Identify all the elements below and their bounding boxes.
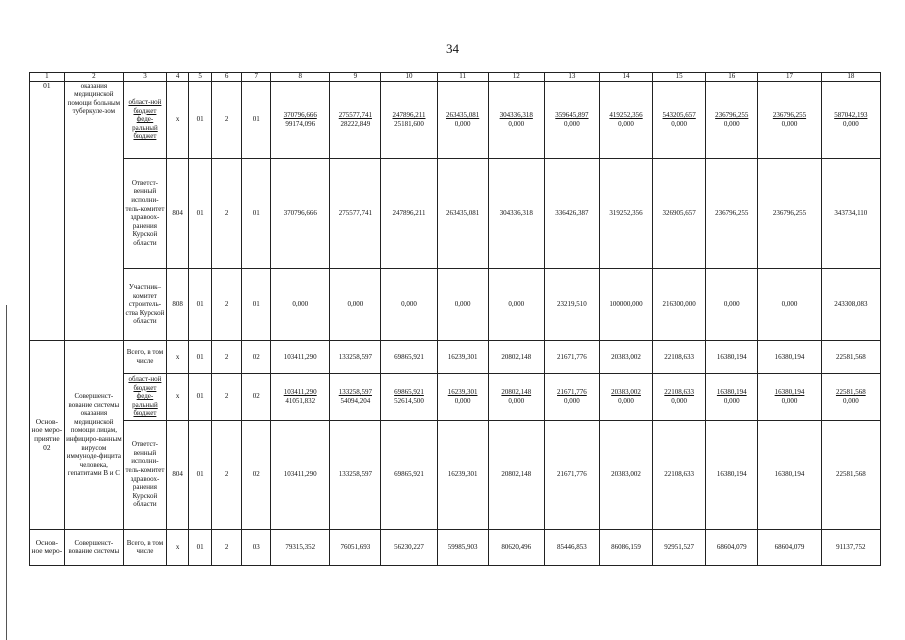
measure-code-cell: 01 (30, 81, 65, 341)
value-cell (488, 373, 544, 420)
value-cell (330, 529, 381, 565)
code-cell-c6: 2 (211, 81, 242, 158)
regional-budget-value: 275577,741 (338, 110, 372, 119)
code-cell-c5: 01 (189, 341, 211, 373)
value-cell (544, 268, 599, 341)
value-cell (706, 529, 758, 565)
code-cell-c4: x (166, 529, 188, 565)
code-cell-c4: x (166, 341, 188, 373)
value-cell (271, 529, 330, 565)
measure-name-cell: оказания медицинской помощи больным туберкуле-зом (64, 81, 123, 341)
value-cell (821, 373, 880, 420)
amount-value: 343734,110 (834, 208, 868, 217)
value-cell (437, 341, 488, 373)
amount-value: 247896,211 (392, 208, 426, 217)
amount-value: 59985,903 (447, 543, 478, 551)
value-cell (381, 529, 437, 565)
column-header: 15 (653, 73, 706, 82)
value-cell (653, 341, 706, 373)
amount-value: 86086,159 (611, 543, 641, 551)
value-cell (544, 158, 599, 268)
value-cell (758, 420, 821, 529)
value-cell (381, 158, 437, 268)
regional-budget-value: 133258,597 (338, 387, 372, 396)
value-cell (821, 268, 880, 341)
value-cell (821, 529, 880, 565)
regional-budget-value: 359645,897 (555, 110, 589, 119)
regional-budget-value: 20802,148 (501, 387, 532, 396)
federal-budget-value: 0,000 (618, 396, 634, 405)
code-cell-c5: 01 (189, 373, 211, 420)
regional-budget-value: 543205,657 (662, 110, 696, 119)
federal-budget-value: 25181,600 (394, 119, 424, 128)
amount-value: 92951,527 (664, 543, 695, 551)
funding-source-cell: Участник–комитет строитель-ства Курской области (123, 268, 166, 341)
amount-value: 304336,318 (499, 208, 533, 217)
value-cell (821, 81, 880, 158)
amount-value: 21671,776 (557, 470, 587, 479)
value-cell (488, 420, 544, 529)
amount-value: 20383,002 (611, 470, 641, 479)
regional-budget-value: 103411,290 (283, 387, 317, 396)
value-cell (600, 420, 653, 529)
value-cell (706, 420, 758, 529)
code-cell-c7: 01 (242, 158, 271, 268)
value-cell (600, 529, 653, 565)
value-cell (437, 529, 488, 565)
regional-budget-value: 22108,633 (664, 387, 695, 396)
regional-budget-value: 21671,776 (557, 387, 587, 396)
value-cell (758, 158, 821, 268)
value-cell (544, 81, 599, 158)
value-cell (706, 268, 758, 341)
measure-name-cell: Совершенст-вование системы (64, 529, 123, 565)
column-header: 8 (271, 73, 330, 82)
measure-name-cell: Совершенст-вование системы оказания медицинской помощи лицам, инфициро-ванным вирусом иммунодe-фицита человека, гепатитами В и С (64, 341, 123, 529)
amount-value: 16239,301 (447, 470, 478, 479)
amount-value: 22108,633 (664, 352, 695, 361)
value-cell (381, 341, 437, 373)
code-cell-c7: 01 (242, 268, 271, 341)
value-cell (381, 81, 437, 158)
column-header: 17 (758, 73, 821, 82)
federal-budget-value: 0,000 (508, 119, 525, 128)
amount-value: 0,000 (347, 300, 364, 309)
amount-value: 16380,194 (716, 470, 747, 479)
federal-budget-value: 0,000 (671, 396, 688, 405)
code-cell-c6: 2 (211, 341, 242, 373)
value-cell (544, 529, 599, 565)
value-cell (381, 420, 437, 529)
column-header: 5 (189, 73, 211, 82)
page-number: 34 (446, 41, 459, 56)
value-cell (653, 373, 706, 420)
federal-budget-value: 41051,832 (285, 396, 316, 405)
value-cell (544, 373, 599, 420)
amount-value: 85446,853 (557, 543, 587, 551)
amount-value: 0,000 (508, 300, 525, 309)
funding-source-text: област-ной бюджет феде-ральный бюджет (128, 375, 162, 418)
regional-budget-value: 236796,255 (772, 110, 807, 119)
federal-budget-value: 52614,500 (394, 396, 424, 405)
federal-budget-value: 0,000 (723, 119, 740, 128)
value-cell (600, 158, 653, 268)
amount-value: 56230,227 (394, 543, 424, 551)
value-cell (330, 373, 381, 420)
code-cell-c5: 01 (189, 420, 211, 529)
code-cell-c7: 02 (242, 341, 271, 373)
federal-budget-value: 0,000 (723, 396, 740, 405)
column-header: 9 (330, 73, 381, 82)
table-row (30, 529, 881, 565)
regional-budget-value: 16380,194 (716, 387, 747, 396)
amount-value: 103411,290 (283, 470, 317, 479)
table-row (30, 158, 881, 268)
amount-value: 68604,079 (774, 543, 805, 551)
code-cell-c6: 2 (211, 373, 242, 420)
table-row (30, 81, 881, 158)
value-cell (706, 341, 758, 373)
amount-value: 275577,741 (338, 208, 372, 217)
code-cell-c4: 804 (166, 158, 188, 268)
value-cell (758, 268, 821, 341)
funding-source-cell: Всего, в том числе (123, 529, 166, 565)
value-cell (488, 529, 544, 565)
header-row (30, 73, 881, 82)
amount-value: 20802,148 (501, 470, 532, 479)
column-header: 11 (437, 73, 488, 82)
value-cell (600, 268, 653, 341)
value-cell (381, 373, 437, 420)
amount-value: 0,000 (723, 300, 740, 309)
amount-value: 20802,148 (501, 352, 532, 361)
regional-budget-value: 20383,002 (611, 387, 641, 396)
code-cell-c5: 01 (189, 529, 211, 565)
regional-budget-value: 22581,568 (835, 387, 866, 396)
value-cell (758, 81, 821, 158)
code-cell-c6: 2 (211, 268, 242, 341)
code-cell-c7: 02 (242, 420, 271, 529)
amount-value: 16380,194 (774, 470, 805, 479)
code-cell-c6: 2 (211, 529, 242, 565)
amount-value: 100000,000 (609, 300, 643, 309)
budget-table (29, 72, 881, 566)
code-cell-c4: x (166, 373, 188, 420)
value-cell (271, 420, 330, 529)
value-cell (488, 341, 544, 373)
value-cell (330, 268, 381, 341)
value-cell (271, 373, 330, 420)
amount-value: 236796,255 (715, 208, 749, 217)
value-cell (653, 529, 706, 565)
value-cell (488, 158, 544, 268)
value-cell (600, 81, 653, 158)
federal-budget-value: 0,000 (842, 119, 859, 128)
federal-budget-value: 0,000 (454, 119, 471, 128)
regional-budget-value: 370796,666 (283, 110, 317, 119)
value-cell (653, 420, 706, 529)
amount-value: 236796,255 (772, 208, 807, 217)
regional-budget-value: 16380,194 (774, 387, 805, 396)
amount-value: 0,000 (401, 300, 417, 309)
value-cell (758, 341, 821, 373)
funding-source-cell: Всего, в том числе (123, 341, 166, 373)
amount-value: 91137,752 (836, 543, 866, 551)
column-header: 18 (821, 73, 880, 82)
amount-value: 319252,356 (609, 208, 643, 217)
value-cell (821, 158, 880, 268)
code-cell-c6: 2 (211, 420, 242, 529)
amount-value: 103411,290 (283, 352, 317, 361)
amount-value: 0,000 (781, 300, 798, 309)
amount-value: 263435,081 (445, 208, 480, 217)
column-header: 1 (30, 73, 65, 82)
federal-budget-value: 0,000 (564, 119, 580, 128)
value-cell (821, 420, 880, 529)
amount-value: 23219,510 (557, 300, 587, 309)
code-cell-c6: 2 (211, 158, 242, 268)
value-cell (271, 341, 330, 373)
regional-budget-value: 263435,081 (445, 110, 480, 119)
funding-source-text: област-ной бюджет феде-ральный бюджет (128, 98, 162, 141)
column-header: 13 (544, 73, 599, 82)
measure-code-cell: Основ-ное меро- (30, 529, 65, 565)
federal-budget-value: 0,000 (781, 396, 798, 405)
amount-value: 216300,000 (662, 300, 696, 309)
value-cell (706, 373, 758, 420)
amount-value: 22581,568 (835, 352, 866, 361)
value-cell (437, 268, 488, 341)
value-cell (271, 268, 330, 341)
code-cell-c4: 808 (166, 268, 188, 341)
column-header: 14 (600, 73, 653, 82)
amount-value: 22108,633 (664, 470, 695, 479)
regional-budget-value: 247896,211 (392, 110, 426, 119)
value-cell (488, 81, 544, 158)
column-header: 12 (488, 73, 544, 82)
federal-budget-value: 0,000 (508, 396, 525, 405)
federal-budget-value: 54094,204 (340, 396, 371, 405)
value-cell (544, 341, 599, 373)
value-cell (381, 268, 437, 341)
amount-value: 16380,194 (716, 352, 747, 361)
column-header: 16 (706, 73, 758, 82)
value-cell (653, 81, 706, 158)
amount-value: 68604,079 (716, 543, 747, 551)
regional-budget-value: 419252,356 (609, 110, 643, 119)
column-header: 10 (381, 73, 437, 82)
value-cell (706, 158, 758, 268)
regional-budget-value: 69865,921 (394, 387, 424, 396)
amount-value: 76051,693 (340, 543, 371, 551)
table-row (30, 268, 881, 341)
code-cell-c7: 03 (242, 529, 271, 565)
value-cell (706, 81, 758, 158)
federal-budget-value: 0,000 (781, 119, 798, 128)
amount-value: 0,000 (292, 300, 309, 309)
value-cell (600, 341, 653, 373)
value-cell (330, 341, 381, 373)
regional-budget-value: 587042,193 (834, 110, 868, 119)
federal-budget-value: 99174,096 (285, 119, 316, 128)
value-cell (437, 158, 488, 268)
column-header: 3 (123, 73, 166, 82)
funding-source-cell (123, 81, 166, 158)
amount-value: 69865,921 (394, 352, 424, 361)
federal-budget-value: 28222,849 (340, 119, 371, 128)
value-cell (600, 373, 653, 420)
amount-value: 80620,496 (501, 543, 532, 551)
code-cell-c7: 01 (242, 81, 271, 158)
value-cell (271, 81, 330, 158)
amount-value: 16239,301 (447, 352, 478, 361)
amount-value: 21671,776 (557, 352, 587, 361)
value-cell (821, 341, 880, 373)
column-header: 6 (211, 73, 242, 82)
value-cell (330, 81, 381, 158)
amount-value: 16380,194 (774, 352, 805, 361)
federal-budget-value: 0,000 (564, 396, 580, 405)
amount-value: 133258,597 (338, 352, 372, 361)
amount-value: 336426,387 (555, 208, 589, 217)
value-cell (330, 420, 381, 529)
value-cell (330, 158, 381, 268)
code-cell-c4: x (166, 81, 188, 158)
value-cell (758, 373, 821, 420)
regional-budget-value: 236796,255 (715, 110, 749, 119)
amount-value: 326905,657 (662, 208, 696, 217)
funding-source-cell: Ответст-венный исполни-тель-комитет здравоох-ранения Курской области (123, 158, 166, 268)
code-cell-c5: 01 (189, 268, 211, 341)
table-row (30, 341, 881, 373)
federal-budget-value: 0,000 (618, 119, 634, 128)
value-cell (653, 268, 706, 341)
table-row (30, 420, 881, 529)
margin-rule (6, 305, 7, 640)
amount-value: 79315,352 (285, 543, 316, 551)
amount-value: 20383,002 (611, 352, 641, 361)
measure-code-cell: Основ-ное меро-приятие 02 (30, 341, 65, 529)
code-cell-c4: 804 (166, 420, 188, 529)
regional-budget-value: 16239,301 (447, 387, 478, 396)
code-cell-c5: 01 (189, 81, 211, 158)
value-cell (437, 420, 488, 529)
value-cell (271, 158, 330, 268)
value-cell (653, 158, 706, 268)
value-cell (758, 529, 821, 565)
funding-source-cell (123, 373, 166, 420)
federal-budget-value: 0,000 (671, 119, 688, 128)
value-cell (544, 420, 599, 529)
funding-source-cell: Ответст-венный исполни-тель-комитет здравоох-ранения Курской области (123, 420, 166, 529)
column-header: 4 (166, 73, 188, 82)
amount-value: 22581,568 (835, 470, 866, 479)
amount-value: 0,000 (454, 300, 471, 309)
code-cell-c5: 01 (189, 158, 211, 268)
amount-value: 133258,597 (338, 470, 372, 479)
code-cell-c7: 02 (242, 373, 271, 420)
federal-budget-value: 0,000 (842, 396, 859, 405)
amount-value: 243308,083 (834, 300, 868, 309)
amount-value: 370796,666 (283, 208, 317, 217)
column-header: 2 (64, 73, 123, 82)
amount-value: 69865,921 (394, 470, 424, 479)
value-cell (488, 268, 544, 341)
federal-budget-value: 0,000 (454, 396, 471, 405)
value-cell (437, 81, 488, 158)
value-cell (437, 373, 488, 420)
column-header: 7 (242, 73, 271, 82)
regional-budget-value: 304336,318 (499, 110, 533, 119)
table-row (30, 373, 881, 420)
